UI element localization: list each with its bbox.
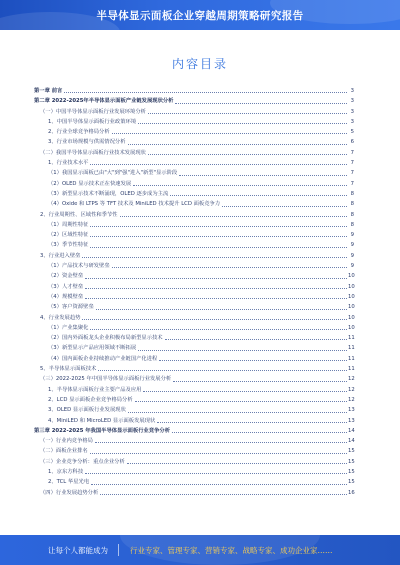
toc-entry[interactable] xyxy=(34,168,354,178)
toc-entry[interactable] xyxy=(34,354,354,364)
toc-page-number: 9 xyxy=(350,242,354,249)
toc-page-number: 13 xyxy=(348,417,355,424)
toc-entry-label: （3）季节性特征 xyxy=(48,242,89,249)
toc-page-number: 3 xyxy=(350,118,354,125)
toc-entry[interactable] xyxy=(34,395,354,405)
toc-entry[interactable] xyxy=(34,199,354,209)
toc-entry[interactable] xyxy=(34,446,354,456)
toc-entry[interactable] xyxy=(34,148,354,158)
toc-page-number: 10 xyxy=(348,304,355,311)
toc-leader-dots xyxy=(82,257,347,258)
toc-entry-label: 第一章 前言 xyxy=(34,88,63,94)
toc-entry[interactable] xyxy=(34,333,354,343)
toc-entry-label: （1）周期性特征 xyxy=(48,221,89,228)
toc-page-number: 9 xyxy=(350,252,354,259)
toc-leader-dots xyxy=(138,123,347,124)
toc-leader-dots xyxy=(173,381,347,382)
toc-entry-label: （1）我国显示面板已由"大"到"强"进入"新型"显示阶段 xyxy=(48,170,178,177)
footer-tagline: 行业专家、管理专家、营销专家、战略专家、成功企业家…… xyxy=(130,546,333,555)
report-title: 半导体显示面板企业穿越周期策略研究报告 xyxy=(96,10,304,22)
toc-entry[interactable] xyxy=(34,117,354,127)
table-of-contents xyxy=(34,86,354,498)
toc-entry[interactable] xyxy=(34,457,354,467)
toc-page-number: 8 xyxy=(350,190,354,197)
toc-leader-dots xyxy=(112,133,347,134)
toc-leader-dots xyxy=(127,463,347,464)
toc-entry[interactable] xyxy=(34,302,354,312)
toc-page-number: 13 xyxy=(348,407,355,414)
toc-leader-dots xyxy=(82,319,347,320)
toc-leader-dots xyxy=(172,432,347,433)
toc-entry-label: （一）中国半导体显示面板行业发展环境分析 xyxy=(40,108,146,115)
toc-entry-label: 2、行业周期性、区域性和季节性 xyxy=(40,211,118,218)
toc-entry[interactable] xyxy=(34,477,354,487)
toc-entry-label: （三）2022-2025 年中国半导体显示面板行业发展分析 xyxy=(40,376,172,383)
toc-entry[interactable] xyxy=(34,405,354,415)
toc-entry-label: （4）规模壁垒 xyxy=(48,293,84,300)
toc-entry-label: （二）面板企业排名 xyxy=(40,448,88,455)
toc-entry[interactable] xyxy=(34,343,354,353)
toc-entry[interactable] xyxy=(34,416,354,426)
toc-entry-label: 2、TCL 华星光电 xyxy=(48,479,90,486)
toc-leader-dots xyxy=(138,350,347,351)
footer-banner xyxy=(0,535,400,565)
toc-entry[interactable] xyxy=(34,137,354,147)
toc-entry-label: （一）行业内竞争格局 xyxy=(40,438,93,445)
toc-entry[interactable] xyxy=(34,230,354,240)
toc-entry[interactable] xyxy=(34,364,354,374)
toc-page-number: 3 xyxy=(350,98,354,105)
toc-page-number: 10 xyxy=(348,273,355,280)
toc-entry-label: （3）人才壁垒 xyxy=(48,283,84,290)
toc-entry-label: 1、京东方科技 xyxy=(48,468,84,475)
toc-entry-label: （2）资金壁垒 xyxy=(48,273,84,280)
toc-entry[interactable] xyxy=(34,220,354,230)
toc-page-number: 9 xyxy=(350,263,354,270)
header-banner xyxy=(0,0,400,30)
toc-entry-label: 1、行业技术水平 xyxy=(48,160,89,167)
toc-page-number: 6 xyxy=(350,139,354,146)
toc-page-number: 15 xyxy=(348,448,355,455)
toc-leader-dots xyxy=(165,339,347,340)
toc-entry-label: 3、OLED 显示面板行业发展现状 xyxy=(48,407,126,414)
toc-entry-label: 1、中国半导体显示面板行业政策环境 xyxy=(48,118,137,125)
toc-entry[interactable] xyxy=(34,210,354,220)
toc-entry[interactable] xyxy=(34,467,354,477)
toc-entry-label: （四）行业发展趋势分析 xyxy=(40,489,99,496)
toc-leader-dots xyxy=(112,267,347,268)
toc-leader-dots xyxy=(90,247,347,248)
toc-entry-label: （2）区域性特征 xyxy=(48,232,89,239)
toc-leader-dots xyxy=(157,422,347,423)
toc-leader-dots xyxy=(85,298,347,299)
toc-leader-dots xyxy=(85,278,347,279)
toc-leader-dots xyxy=(90,453,347,454)
toc-page-number: 12 xyxy=(348,376,355,383)
toc-entry-label: 3、行业进入壁垒 xyxy=(40,252,81,259)
toc-entry[interactable] xyxy=(34,240,354,250)
toc-entry-label: （2）国内外面板龙头企业积极布局新型显示技术 xyxy=(48,335,163,342)
toc-page-number: 15 xyxy=(348,479,355,486)
toc-entry-label: （4）Oxide 和 LTPS 等 TFT 技术及 MiniLED 技术提升 LCD 面板竞争力 xyxy=(48,201,221,208)
toc-leader-dots xyxy=(85,288,347,289)
toc-page-number: 10 xyxy=(348,314,355,321)
toc-entry-label: 第二章 2022-2025年半导体显示面板产业链发展现状分析 xyxy=(34,98,174,105)
toc-entry-label: 2、行业全球竞争格局分析 xyxy=(48,129,110,136)
toc-leader-dots xyxy=(222,206,347,207)
toc-entry-label: （3）新型显示技术不断涌现，OLED 逐步成为主流 xyxy=(48,190,169,197)
toc-leader-dots xyxy=(85,473,347,474)
toc-entry-label: 2、LCD 显示面板企业竞争格局分析 xyxy=(48,396,133,403)
toc-page-number: 10 xyxy=(348,283,355,290)
toc-leader-dots xyxy=(143,391,347,392)
toc-entry[interactable] xyxy=(34,158,354,168)
toc-leader-dots xyxy=(100,494,347,495)
toc-page-number: 7 xyxy=(350,170,354,177)
toc-entry[interactable] xyxy=(34,86,354,96)
toc-page-number: 9 xyxy=(350,232,354,239)
toc-entry-label: （4）国内面板企业持续推动产业链国产化进程 xyxy=(48,355,158,362)
toc-entry[interactable] xyxy=(34,107,354,117)
toc-page-number: 7 xyxy=(350,180,354,187)
toc-entry-label: （1）产业集聚化 xyxy=(48,324,89,331)
toc-leader-dots xyxy=(90,164,347,165)
toc-leader-dots xyxy=(148,154,347,155)
toc-entry-label: 1、半导体显示面板行业主要产品及应用 xyxy=(48,386,142,393)
toc-page-number: 8 xyxy=(350,201,354,208)
toc-page-number: 15 xyxy=(348,468,355,475)
toc-leader-dots xyxy=(95,442,347,443)
footer-slogan: 让每个人都能成为 xyxy=(48,546,108,555)
toc-entry-label: （1）产品技术与研发壁垒 xyxy=(48,263,110,270)
toc-entry[interactable] xyxy=(34,271,354,281)
toc-page-number: 3 xyxy=(350,88,354,94)
toc-entry[interactable] xyxy=(34,426,354,436)
toc-entry[interactable] xyxy=(34,261,354,271)
toc-entry[interactable] xyxy=(34,436,354,446)
toc-page-number: 7 xyxy=(350,149,354,156)
toc-leader-dots xyxy=(96,309,347,310)
toc-leader-dots xyxy=(148,113,347,114)
toc-entry-label: 3、行业市场规模与供需情况分析 xyxy=(48,139,126,146)
toc-entry-label: （3）新型显示产品应用领域不断拓展 xyxy=(48,345,137,352)
toc-entry[interactable] xyxy=(34,282,354,292)
toc-leader-dots xyxy=(90,329,347,330)
toc-entry-label: （5）客户资源壁垒 xyxy=(48,304,94,311)
toc-page-number: 11 xyxy=(348,355,355,362)
toc-entry-label: （二）我国半导体显示面板行业技术发展现状 xyxy=(40,149,146,156)
toc-leader-dots xyxy=(91,484,347,485)
toc-title: 内容目录 xyxy=(171,57,228,71)
toc-leader-dots xyxy=(175,103,347,104)
toc-entry[interactable] xyxy=(34,323,354,333)
toc-leader-dots xyxy=(120,216,347,217)
toc-leader-dots xyxy=(133,185,347,186)
toc-leader-dots xyxy=(135,401,347,402)
toc-page-number: 5 xyxy=(350,129,354,136)
toc-leader-dots xyxy=(128,412,347,413)
toc-leader-dots xyxy=(159,360,347,361)
toc-page-number: 16 xyxy=(348,489,355,496)
toc-leader-dots xyxy=(179,175,347,176)
toc-page-number: 10 xyxy=(348,293,355,300)
toc-page-number: 3 xyxy=(350,108,354,115)
toc-entry-label: （2）OLED 显示技术正在快速发展 xyxy=(48,180,132,187)
toc-page-number: 11 xyxy=(348,345,355,352)
toc-entry-label: 第三章 2022-2025 年我国半导体显示面板行业竞争分析 xyxy=(34,427,171,434)
toc-page-number: 7 xyxy=(350,160,354,167)
toc-entry[interactable] xyxy=(34,96,354,106)
toc-entry[interactable] xyxy=(34,189,354,199)
toc-entry[interactable] xyxy=(34,127,354,137)
toc-page-number: 14 xyxy=(348,438,355,445)
toc-entry[interactable] xyxy=(34,313,354,323)
toc-page-number: 11 xyxy=(348,366,355,373)
toc-leader-dots xyxy=(90,236,347,237)
toc-page-number: 12 xyxy=(348,396,355,403)
toc-entry-label: （三）企业竞争分析：重点企业分析 xyxy=(40,458,125,465)
toc-entry-label: 5、半导体显示面板技术 xyxy=(40,366,97,373)
toc-page-number: 12 xyxy=(348,386,355,393)
toc-page-number: 14 xyxy=(348,427,355,434)
toc-entry-label: 4、MiniLED 和 MicroLED 显示面板发展现状 xyxy=(48,417,156,424)
footer-divider xyxy=(118,544,119,556)
toc-entry-label: 4、行业发展趋势 xyxy=(40,314,81,321)
toc-page-number: 11 xyxy=(348,335,355,342)
toc-entry[interactable] xyxy=(34,251,354,261)
toc-leader-dots xyxy=(128,144,347,145)
toc-page-number: 8 xyxy=(350,221,354,228)
toc-leader-dots xyxy=(98,370,347,371)
toc-leader-dots xyxy=(90,226,347,227)
toc-entry[interactable] xyxy=(34,179,354,189)
toc-entry[interactable] xyxy=(34,374,354,384)
toc-page-number: 8 xyxy=(350,211,354,218)
toc-entry[interactable] xyxy=(34,385,354,395)
toc-leader-dots xyxy=(170,195,347,196)
toc-leader-dots xyxy=(64,92,347,93)
toc-page-number: 15 xyxy=(348,458,355,465)
toc-page-number: 10 xyxy=(348,324,355,331)
toc-entry[interactable] xyxy=(34,292,354,302)
toc-entry[interactable] xyxy=(34,488,354,498)
